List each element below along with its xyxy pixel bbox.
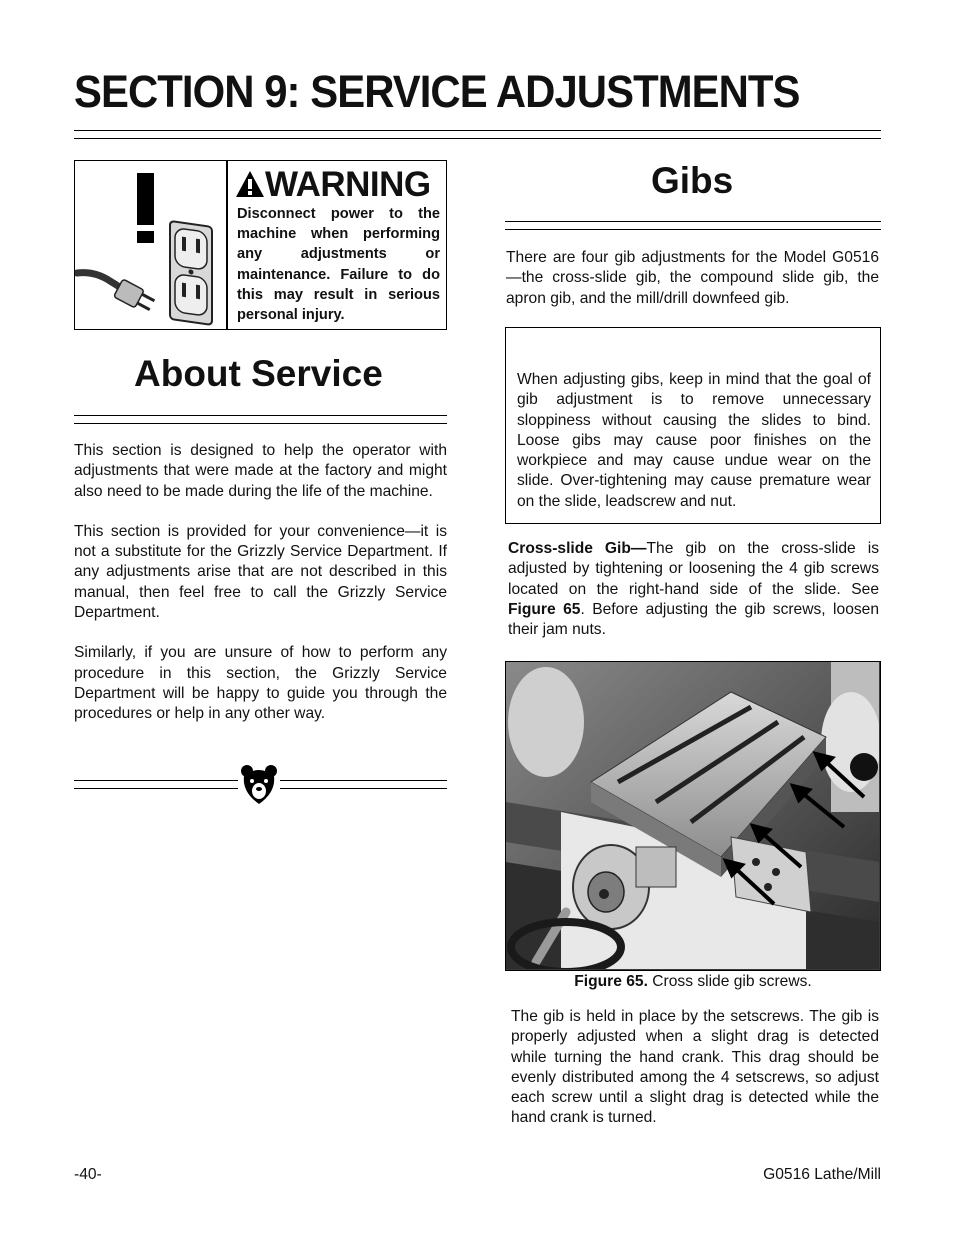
figure-65-caption bbox=[505, 973, 881, 991]
warning-divider bbox=[226, 161, 228, 329]
figure-65-caption-text: Cross slide gib screws. bbox=[647, 973, 812, 990]
cross-slide-text-1: The gib on the cross-slide is adjusted by tightening or loosening the 4 gib screws located on the right-hand side of the slide. See bbox=[508, 540, 879, 598]
gibs-heading: Gibs bbox=[651, 160, 734, 201]
page-number: -40- bbox=[74, 1166, 102, 1183]
about-paragraph-3: Similarly, if you are unsure of how to perform any procedure in this section, the Grizzly Service Department will be happy to guide you through the procedures or help in any other way. bbox=[74, 644, 447, 723]
figure-65-label: Figure 65. bbox=[574, 973, 648, 990]
warning-label: WARNING bbox=[265, 165, 431, 204]
gibs-intro: There are four gib adjustments for the Model G0516—the cross-slide gib, the compound slide gib, the apron gib, and the mill/drill downfeed gib. bbox=[506, 249, 879, 307]
warning-triangle-icon bbox=[235, 169, 265, 199]
gib-note-box bbox=[505, 327, 881, 524]
figure-65-reference: Figure 65 bbox=[508, 600, 581, 618]
title-rule bbox=[74, 130, 881, 139]
cross-slide-gib-paragraph bbox=[508, 539, 879, 640]
cross-slide-photo-image bbox=[506, 662, 879, 969]
cross-slide-text-2: . Before adjusting the gib screws, loosen their jam nuts. bbox=[508, 600, 880, 639]
gib-held-paragraph: The gib is held in place by the setscrews. The gib is properly adjusted when a slight drag is detected while turning the hand crank. This drag should be evenly distributed among the 4 setscrews, so adjust each screw until a slight drag is detected while the hand crank is turned. bbox=[511, 1008, 879, 1127]
about-service-heading: About Service bbox=[134, 353, 383, 394]
electrical-plug-icon bbox=[75, 161, 226, 329]
warning-box bbox=[74, 160, 447, 330]
section-title: SECTION 9: SERVICE ADJUSTMENTS bbox=[74, 66, 800, 117]
warning-graphic bbox=[75, 161, 226, 329]
about-service-body bbox=[74, 441, 447, 745]
gib-note-text: When adjusting gibs, keep in mind that the goal of gib adjustment is to remove unnecessary sloppiness without causing the slides to bind. Loose gibs may cause poor finishes on the workpiece and may cause undue wear on the slide. Over-tightening may cause premature wear on the slide, leadscrew and nut. bbox=[517, 371, 871, 510]
about-paragraph-2: This section is provided for your convenience—it is not a substitute for the Grizzly Service Department. If any adjustments arise that are not described in this manual, then feel free to call the Grizzly Service Department. bbox=[74, 522, 447, 622]
cross-slide-gib-label: Cross-slide Gib— bbox=[508, 540, 647, 557]
end-rule-left bbox=[74, 780, 238, 789]
bear-head-icon bbox=[240, 764, 278, 806]
about-service-rule bbox=[74, 415, 447, 424]
warning-title bbox=[235, 165, 431, 205]
warning-text: Disconnect power to the machine when performing any adjustments or maintenance. Failure to do this may result in serious personal injury. bbox=[237, 206, 440, 324]
figure-65-photo bbox=[505, 661, 881, 971]
about-paragraph-1: This section is designed to help the operator with adjustments that were made at the factory and might also need to be made during the life of the machine. bbox=[74, 442, 447, 500]
gibs-rule bbox=[505, 221, 881, 230]
footer-model: G0516 Lathe/Mill bbox=[763, 1166, 881, 1183]
end-rule-right bbox=[280, 780, 447, 789]
grizzly-bear-logo bbox=[240, 764, 278, 806]
